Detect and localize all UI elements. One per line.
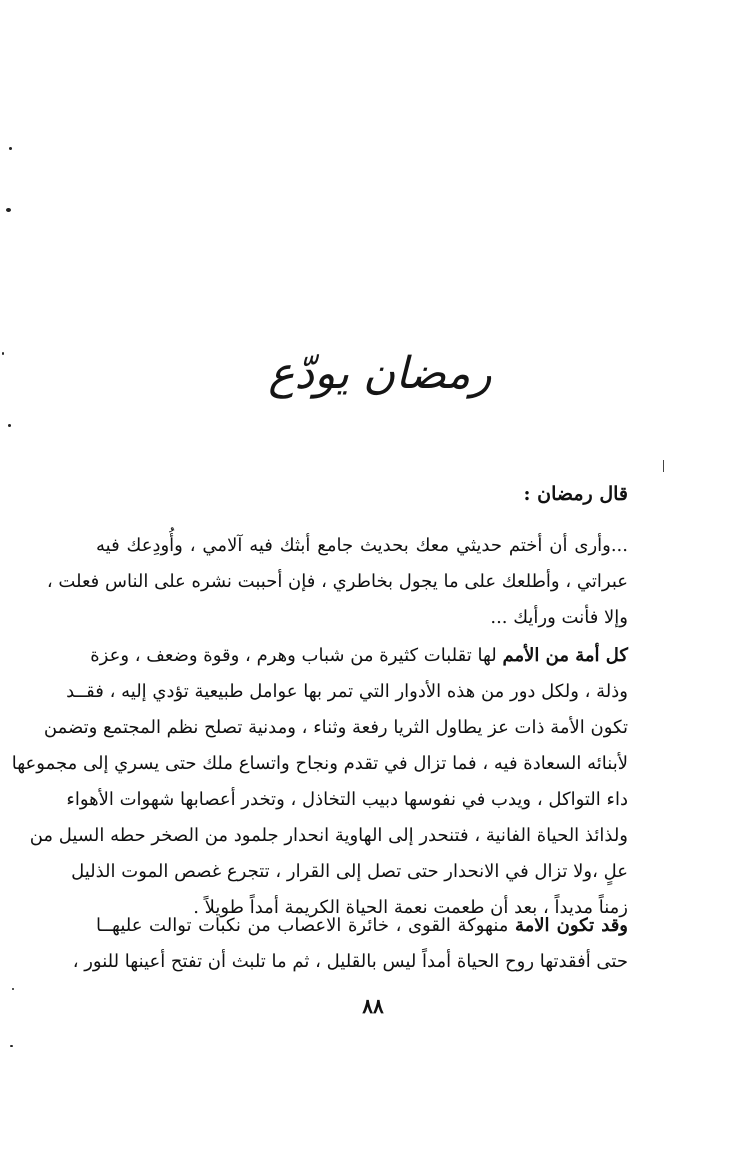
text-line: زمناً مديداً ، بعد أن طعمت نعمة الحياة الكريمة أمداً طويلاً .	[193, 897, 628, 918]
paragraph-lead: وقد تكون الامة	[514, 915, 628, 936]
speaker-label: قال رمضان :	[523, 483, 628, 505]
paragraph-3	[72, 908, 628, 980]
scan-speck	[8, 424, 11, 427]
scan-speck	[9, 147, 12, 150]
text-line: وذلة ، ولكل دور من هذه الأدوار التي تمر بها عوامل طبيعية تؤدي إليه ، فقــد	[66, 681, 628, 702]
scan-speck	[12, 988, 14, 990]
text-line	[90, 638, 628, 674]
text-line: وإلا فأنت ورأيك ...	[490, 607, 628, 628]
scan-speck	[2, 352, 4, 355]
scan-speck	[10, 1045, 13, 1047]
text-line: ...وأرى أن أختم حديثي معك بحديث جامع أبثك فيه آلامي ، وأُودِعك فيه	[96, 535, 628, 556]
page-number: ٨٨	[362, 994, 384, 1018]
line-text: منهوكة القوى ، خائرة الاعصاب من نكبات توالت عليهــا	[96, 915, 509, 936]
scan-speck	[6, 208, 11, 212]
chapter-title: رمضان يودّع	[268, 348, 492, 399]
paragraph-1	[46, 528, 628, 636]
text-line: تكون الأمة ذات عز يطاول الثريا رفعة وثناء ، ومدنية تصلح نظم المجتمع وتضمن	[43, 717, 628, 738]
text-line: داء التواكل ، ويدب في نفوسها دبيب التخاذل ، وتخدر أعصابها شهوات الأهواء	[66, 789, 628, 810]
text-line: لأبنائه السعادة فيه ، فما تزال في تقدم ونجاح واتساع ملك حتى يسري إلى مجموعها	[11, 753, 628, 774]
line-text: لها تقلبات كثيرة من شباب وهرم ، وقوة وضعف ، وعزة	[90, 645, 497, 666]
paragraph-2	[11, 638, 628, 926]
text-line: ولذائذ الحياة الفانية ، فتنحدر إلى الهاوية انحدار جلمود من الصخر حطه السيل من	[29, 825, 628, 846]
margin-tick	[663, 460, 664, 472]
text-line: عبراتي ، وأطلعك على ما يجول بخاطري ، فإن أحببت نشره على الناس فعلت ،	[46, 571, 628, 592]
text-line	[96, 908, 628, 944]
paragraph-lead: كل أمة من الأمم	[502, 645, 628, 666]
text-line: علٍ ،ولا تزال في الانحدار حتى تصل إلى القرار ، تتجرع غصص الموت الذليل	[71, 861, 628, 882]
text-line: حتى أفقدتها روح الحياة أمداً ليس بالقليل ، ثم ما تلبث أن تفتح أعينها للنور ،	[72, 951, 628, 972]
